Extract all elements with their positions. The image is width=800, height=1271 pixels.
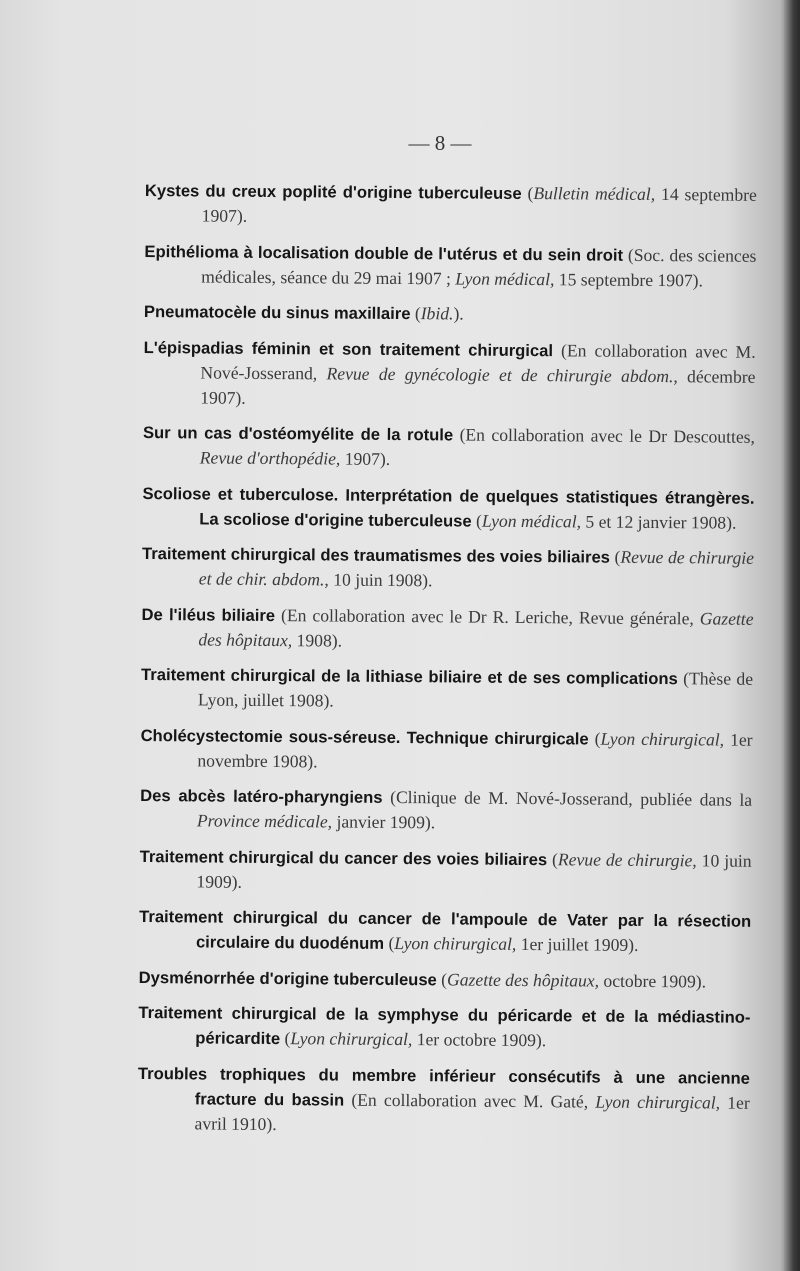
entry-title: Traitement chirurgical du cancer de l'ampoule de Vater par la résection circulaire du duodénum <box>139 906 752 953</box>
entry-citation-text: (En collaboration avec le Dr R. Leriche, Revue générale, <box>274 604 700 628</box>
page-number: — 8 — <box>408 131 472 155</box>
entry-journal-title: Lyon chirurgical, <box>600 728 725 750</box>
entry-title: Sur un cas d'ostéomyélite de la rotule <box>142 422 454 445</box>
entry-journal-title: Lyon chirurgical, <box>394 932 517 954</box>
entry-citation-text: 1908). <box>292 629 343 651</box>
bibliography-entry <box>141 662 753 717</box>
bibliography-entry <box>139 904 751 959</box>
book-spine-shadow <box>784 0 800 1271</box>
entry-title: Traitement chirurgical de la lithiase biliaire et de ses complications <box>141 664 678 689</box>
entry-citation-text: 1er juillet 1909). <box>516 933 639 955</box>
entry-journal-title: Gazette des hôpitaux, <box>198 607 754 650</box>
entry-citation-text: (Soc. des sciences médicales, séance du 29 mai 1907 ; <box>201 244 757 288</box>
entry-title: L'épispadias féminin et son traitement chirurgical <box>143 337 554 360</box>
entry-journal-title: Lyon médical, <box>455 267 555 289</box>
entry-citation-text: 15 septembre 1907). <box>554 268 704 290</box>
entry-journal-title: Lyon médical, <box>481 510 582 531</box>
entry-title: Traitement chirurgical de la symphyse du péricarde et de la médiastino-péricardite <box>138 1002 751 1049</box>
entry-title: Pneumatocèle du sinus maxillaire <box>143 301 411 324</box>
bibliography-entry <box>137 1060 750 1140</box>
entry-title: Scoliose et tuberculose. Interprétation de quelques statistiques étrangères. La scoliose d'origine tuberculeuse <box>142 483 755 531</box>
entry-journal-title: Revue de chirurgie et de chir. abdom. <box>198 546 755 590</box>
entry-citation-text: 1er novembre 1908). <box>197 729 753 771</box>
entry-citation-text: octobre 1909). <box>598 970 707 991</box>
entry-citation-text: ( <box>547 848 559 869</box>
entry-citation-text: ( <box>436 968 448 989</box>
entry-citation-text: ( <box>410 303 421 324</box>
bibliography-entry <box>140 722 752 777</box>
entry-journal-title: Revue d'orthopédie, <box>199 447 341 469</box>
bibliography-entry <box>143 334 756 414</box>
entry-title: Epithélioma à localisation double de l'utérus et du sein droit <box>144 241 624 265</box>
entry-journal-title: Bulletin médical, <box>533 183 656 205</box>
entry-journal-title: Lyon chirurgical, <box>595 1091 721 1113</box>
entry-citation-text: (Clinique de M. Nové-Josserand, publiée dans la <box>382 786 753 810</box>
entry-title: Troubles trophiques du membre inférieur consécutifs à une ancienne fracture du bassin <box>137 1063 751 1110</box>
entry-citation-text: ( <box>471 510 482 531</box>
entry-citation-text: 10 juin 1909). <box>196 849 752 892</box>
entry-citation-text: ). <box>453 303 464 324</box>
entry-citation-text: (En collaboration avec M. Nové-Josserand, <box>200 339 756 383</box>
entry-citation-text: , décembre 1907). <box>200 365 756 408</box>
entry-title: Des abcès latéro-pharyngiens <box>140 785 383 807</box>
bibliography-entry <box>145 178 757 233</box>
entry-title: Traitement chirurgical du cancer des voies biliaires <box>139 846 548 869</box>
entry-citation-text: 1er avril 1910). <box>194 1092 750 1134</box>
entry-title: Cholécystectomie sous-séreuse. Technique chirurgicale <box>140 725 589 749</box>
entry-citation-text: ( <box>521 182 534 204</box>
entry-citation-text: (Thèse de Lyon, juillet 1908). <box>197 668 754 711</box>
entry-citation-text: ( <box>280 1028 291 1049</box>
entry-citation-text: 1er octobre 1909). <box>412 1029 547 1051</box>
bibliography-entry <box>144 238 756 293</box>
entry-citation-text: (En collaboration avec le Dr Descouttes, <box>453 424 756 447</box>
entry-citation-text: 14 septembre 1907). <box>201 184 757 226</box>
entry-journal-title: Gazette des hôpitaux, <box>447 968 600 991</box>
entry-citation-text: (En collaboration avec M. Gaté, <box>344 1089 596 1112</box>
entry-citation-text: , 10 juin 1908). <box>324 569 433 591</box>
entry-title: Traitement chirurgical des traumatismes des voies biliaires <box>141 543 611 567</box>
entry-journal-title: Ibid. <box>420 303 454 324</box>
entry-journal-title: Province médicale <box>196 810 328 832</box>
bibliography-entry <box>138 1000 750 1055</box>
entry-journal-title: Revue de chirurgie, <box>557 848 697 870</box>
entry-title: Dysménorrhée d'origine tuberculeuse <box>138 967 437 989</box>
entry-citation-text: , janvier 1909). <box>327 811 436 833</box>
bibliography-entry <box>142 541 754 596</box>
entry-title: Kystes du creux poplité d'origine tuberculeuse <box>144 180 522 203</box>
bibliography-entry <box>141 601 753 656</box>
entry-citation-text: ( <box>588 728 601 749</box>
entry-citation-text: ( <box>609 546 621 567</box>
entry-journal-title: Revue de gynécologie et de chirurgie abdom. <box>326 362 674 386</box>
entry-citation-text: 1907). <box>340 448 391 469</box>
entry-citation-text: ( <box>384 932 395 953</box>
bibliography-entry <box>143 420 755 475</box>
bibliography-entry <box>139 843 751 898</box>
entry-citation-text: 5 et 12 janvier 1908). <box>580 510 737 533</box>
bibliography-entry <box>142 480 754 535</box>
entry-journal-title: Lyon chirurgical, <box>290 1028 413 1050</box>
bibliography-list <box>137 178 757 1151</box>
bibliography-entry <box>139 964 751 994</box>
entry-title: De l'iléus biliaire <box>141 604 276 625</box>
bibliography-entry <box>140 783 752 838</box>
bibliography-entry <box>144 299 756 329</box>
